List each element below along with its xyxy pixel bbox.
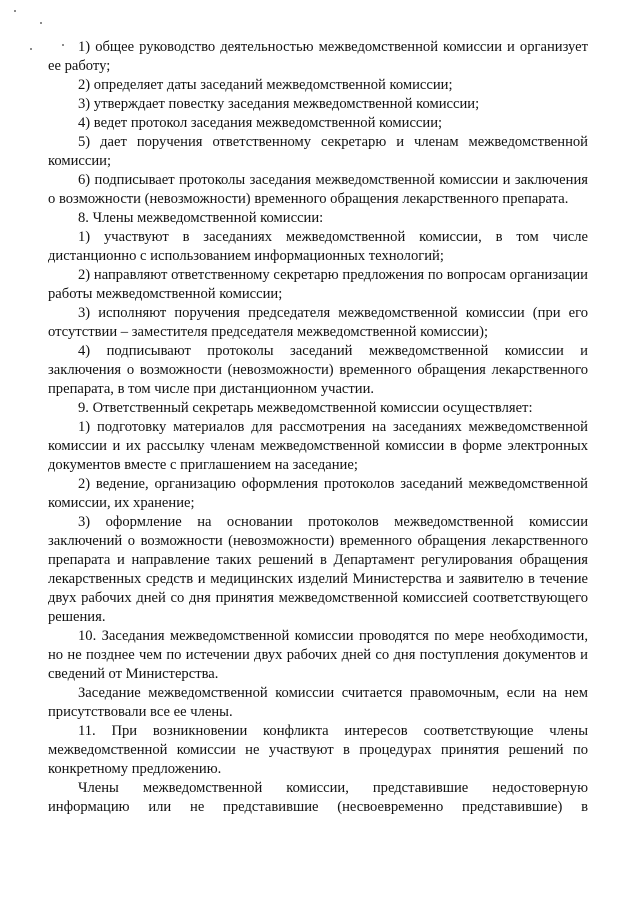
- paragraph: 6) подписывает протоколы заседания межведомственной комиссии и заключения о возможности (невозможности) временного обращения лекарственного препарата.: [48, 172, 588, 207]
- paragraph: 1) подготовку материалов для рассмотрения на заседаниях межведомственной комиссии и их рассылку членам межведомственной комиссии в форме электронных документов вместе с приглашением на заседание;: [48, 419, 588, 473]
- paragraph: 2) ведение, организацию оформления протоколов заседаний межведомственной комиссии, их хранение;: [48, 476, 588, 511]
- paragraph: 4) подписывают протоколы заседаний межведомственной комиссии и заключения о возможности (невозможности) временного обращения лекарственного препарата, в том числе при дистанционном участии.: [48, 343, 588, 397]
- paragraph: 3) оформление на основании протоколов межведомственной комиссии заключений о возможности (невозможности) временного обращения лекарственного препарата и направление таких решений в Департамент регулирования обращения лекарственных средств и медицинских изделий Министерства и заявителю в течение двух рабочих дней со дня принятия межведомственной комиссией соответствующего решения.: [48, 514, 588, 625]
- paragraph: 1) общее руководство деятельностью межведомственной комиссии и организует ее работу;: [48, 39, 588, 74]
- document-body: [48, 38, 588, 817]
- paragraph: 5) дает поручения ответственному секретарю и членам межведомственной комиссии;: [48, 134, 588, 169]
- paragraph: 10. Заседания межведомственной комиссии проводятся по мере необходимости, но не позднее чем по истечении двух рабочих дней со дня поступления документов и сведений от Министерства.: [48, 628, 588, 682]
- paragraph: 2) определяет даты заседаний межведомственной комиссии;: [78, 77, 453, 93]
- paragraph: 2) направляют ответственному секретарю предложения по вопросам организации работы межведомственной комиссии;: [48, 267, 588, 302]
- paragraph: 1) участвуют в заседаниях межведомственной комиссии, в том числе дистанционно с использованием информационных технологий;: [48, 229, 588, 264]
- paragraph: 11. При возникновении конфликта интересов соответствующие члены межведомственной комиссии не участвуют в процедурах принятия решений по конкретному предложению.: [48, 723, 588, 777]
- paragraph: 3) исполняют поручения председателя межведомственной комиссии (при его отсутствии – заместителя председателя межведомственной комиссии);: [48, 305, 588, 340]
- section-heading: 8. Члены межведомственной комиссии:: [78, 210, 324, 226]
- section-heading: 9. Ответственный секретарь межведомственной комиссии осуществляет:: [78, 400, 533, 416]
- paragraph: 3) утверждает повестку заседания межведомственной комиссии;: [78, 96, 480, 112]
- paragraph: Члены межведомственной комиссии, представившие недостоверную информацию или не представившие (несвоевременно представившие) в: [48, 780, 588, 815]
- paragraph: 4) ведет протокол заседания межведомственной комиссии;: [78, 115, 443, 131]
- paragraph: Заседание межведомственной комиссии считается правомочным, если на нем присутствовали все ее члены.: [48, 685, 588, 720]
